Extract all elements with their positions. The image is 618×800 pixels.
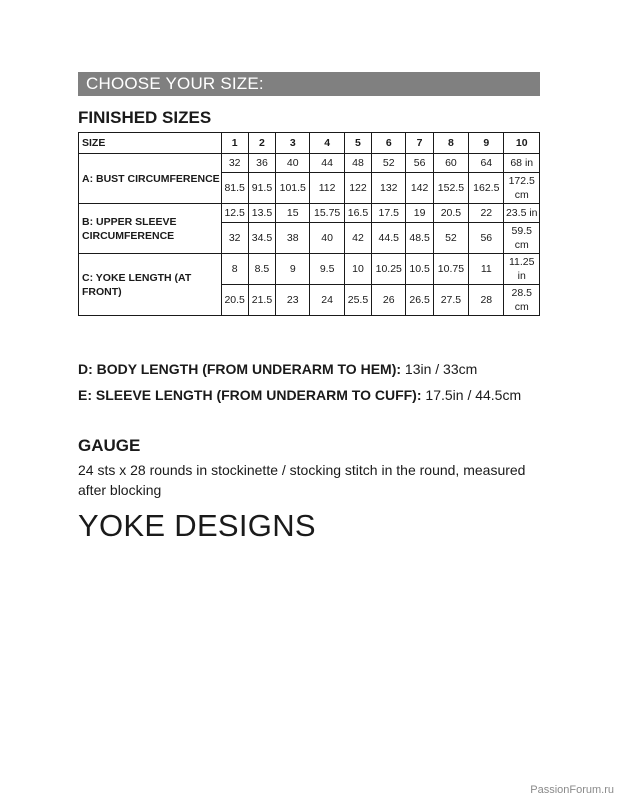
measurement-value-cell: 28: [469, 285, 504, 316]
yoke-designs-heading: YOKE DESIGNS: [78, 508, 316, 543]
measurement-value-cell: 15: [276, 204, 310, 223]
measurement-value-cell: 8.5: [248, 254, 275, 285]
size-column-header: 4: [310, 133, 344, 154]
measurement-value-cell: 15.75: [310, 204, 344, 223]
measurement-value-cell: 27.5: [433, 285, 468, 316]
watermark: PassionForum.ru: [530, 784, 614, 796]
size-column-header: 10: [504, 133, 540, 154]
body-length-line: [78, 360, 540, 379]
measurement-value-cell: 162.5: [469, 173, 504, 204]
measurement-value-cell: 11: [469, 254, 504, 285]
size-column-header: 2: [248, 133, 275, 154]
size-column-header: 7: [406, 133, 433, 154]
measurement-value-cell: 17.5: [372, 204, 406, 223]
table-row: [79, 254, 540, 285]
measurement-value-cell: 91.5: [248, 173, 275, 204]
measurement-value-cell: 19: [406, 204, 433, 223]
measurement-value-cell: 52: [433, 223, 468, 254]
measurement-value-cell: 56: [406, 154, 433, 173]
measurement-value-cell: 28.5 cm: [504, 285, 540, 316]
sleeve-length-value: 17.5in / 44.5cm: [425, 387, 522, 403]
measurement-value-cell: 52: [372, 154, 406, 173]
size-column-header: 5: [344, 133, 371, 154]
measurement-value-cell: 172.5 cm: [504, 173, 540, 204]
measurement-value-cell: 10.75: [433, 254, 468, 285]
size-header-cell: SIZE: [79, 133, 222, 154]
measurement-value-cell: 40: [276, 154, 310, 173]
measurement-value-cell: 9: [276, 254, 310, 285]
measurement-value-cell: 81.5: [221, 173, 248, 204]
measurement-value-cell: 10: [344, 254, 371, 285]
measurement-value-cell: 16.5: [344, 204, 371, 223]
measurement-value-cell: 48: [344, 154, 371, 173]
gauge-heading: GAUGE: [78, 436, 141, 455]
measurement-value-cell: 42: [344, 223, 371, 254]
measurement-label-cell: B: UPPER SLEEVE CIRCUMFERENCE: [79, 204, 222, 254]
measurement-value-cell: 32: [221, 154, 248, 173]
measurement-value-cell: 152.5: [433, 173, 468, 204]
measurement-value-cell: 23.5 in: [504, 204, 540, 223]
gauge-text: 24 sts x 28 rounds in stockinette / stocking stitch in the round, measured after blocking: [78, 462, 526, 498]
size-column-header: 8: [433, 133, 468, 154]
measurement-value-cell: 11.25 in: [504, 254, 540, 285]
measurement-value-cell: 24: [310, 285, 344, 316]
measurement-value-cell: 32: [221, 223, 248, 254]
measurement-value-cell: 25.5: [344, 285, 371, 316]
size-column-header: 1: [221, 133, 248, 154]
measurement-value-cell: 12.5: [221, 204, 248, 223]
measurement-value-cell: 56: [469, 223, 504, 254]
measurement-value-cell: 13.5: [248, 204, 275, 223]
size-column-header: 6: [372, 133, 406, 154]
measurement-value-cell: 23: [276, 285, 310, 316]
measurement-value-cell: 68 in: [504, 154, 540, 173]
measurement-value-cell: 26: [372, 285, 406, 316]
table-header-row: [79, 133, 540, 154]
measurement-value-cell: 132: [372, 173, 406, 204]
measurement-value-cell: 112: [310, 173, 344, 204]
measurement-value-cell: 64: [469, 154, 504, 173]
measurement-value-cell: 20.5: [221, 285, 248, 316]
measurement-value-cell: 20.5: [433, 204, 468, 223]
measurement-value-cell: 34.5: [248, 223, 275, 254]
table-row: [79, 204, 540, 223]
measurement-value-cell: 21.5: [248, 285, 275, 316]
measurement-value-cell: 22: [469, 204, 504, 223]
size-column-header: 3: [276, 133, 310, 154]
sleeve-length-label: E: SLEEVE LENGTH (FROM UNDERARM TO CUFF):: [78, 387, 422, 403]
measurement-value-cell: 26.5: [406, 285, 433, 316]
table-row: [79, 154, 540, 173]
choose-size-banner: CHOOSE YOUR SIZE:: [78, 72, 540, 96]
size-column-header: 9: [469, 133, 504, 154]
body-length-label: D: BODY LENGTH (FROM UNDERARM TO HEM):: [78, 361, 402, 377]
measurement-value-cell: 40: [310, 223, 344, 254]
finished-sizes-table: [78, 132, 540, 316]
measurement-value-cell: 44.5: [372, 223, 406, 254]
measurement-value-cell: 101.5: [276, 173, 310, 204]
measurement-value-cell: 142: [406, 173, 433, 204]
measurement-value-cell: 44: [310, 154, 344, 173]
measurement-value-cell: 10.5: [406, 254, 433, 285]
measurement-value-cell: 48.5: [406, 223, 433, 254]
body-length-value: 13in / 33cm: [404, 361, 478, 377]
measurement-value-cell: 59.5 cm: [504, 223, 540, 254]
measurement-label-cell: A: BUST CIRCUMFERENCE: [79, 154, 222, 204]
sleeve-length-line: [78, 386, 540, 405]
measurement-label-cell: C: YOKE LENGTH (AT FRONT): [79, 254, 222, 316]
measurement-value-cell: 8: [221, 254, 248, 285]
measurement-value-cell: 9.5: [310, 254, 344, 285]
finished-sizes-heading: FINISHED SIZES: [78, 108, 212, 127]
measurement-value-cell: 38: [276, 223, 310, 254]
measurement-value-cell: 10.25: [372, 254, 406, 285]
measurement-value-cell: 122: [344, 173, 371, 204]
measurement-value-cell: 36: [248, 154, 275, 173]
measurement-value-cell: 60: [433, 154, 468, 173]
